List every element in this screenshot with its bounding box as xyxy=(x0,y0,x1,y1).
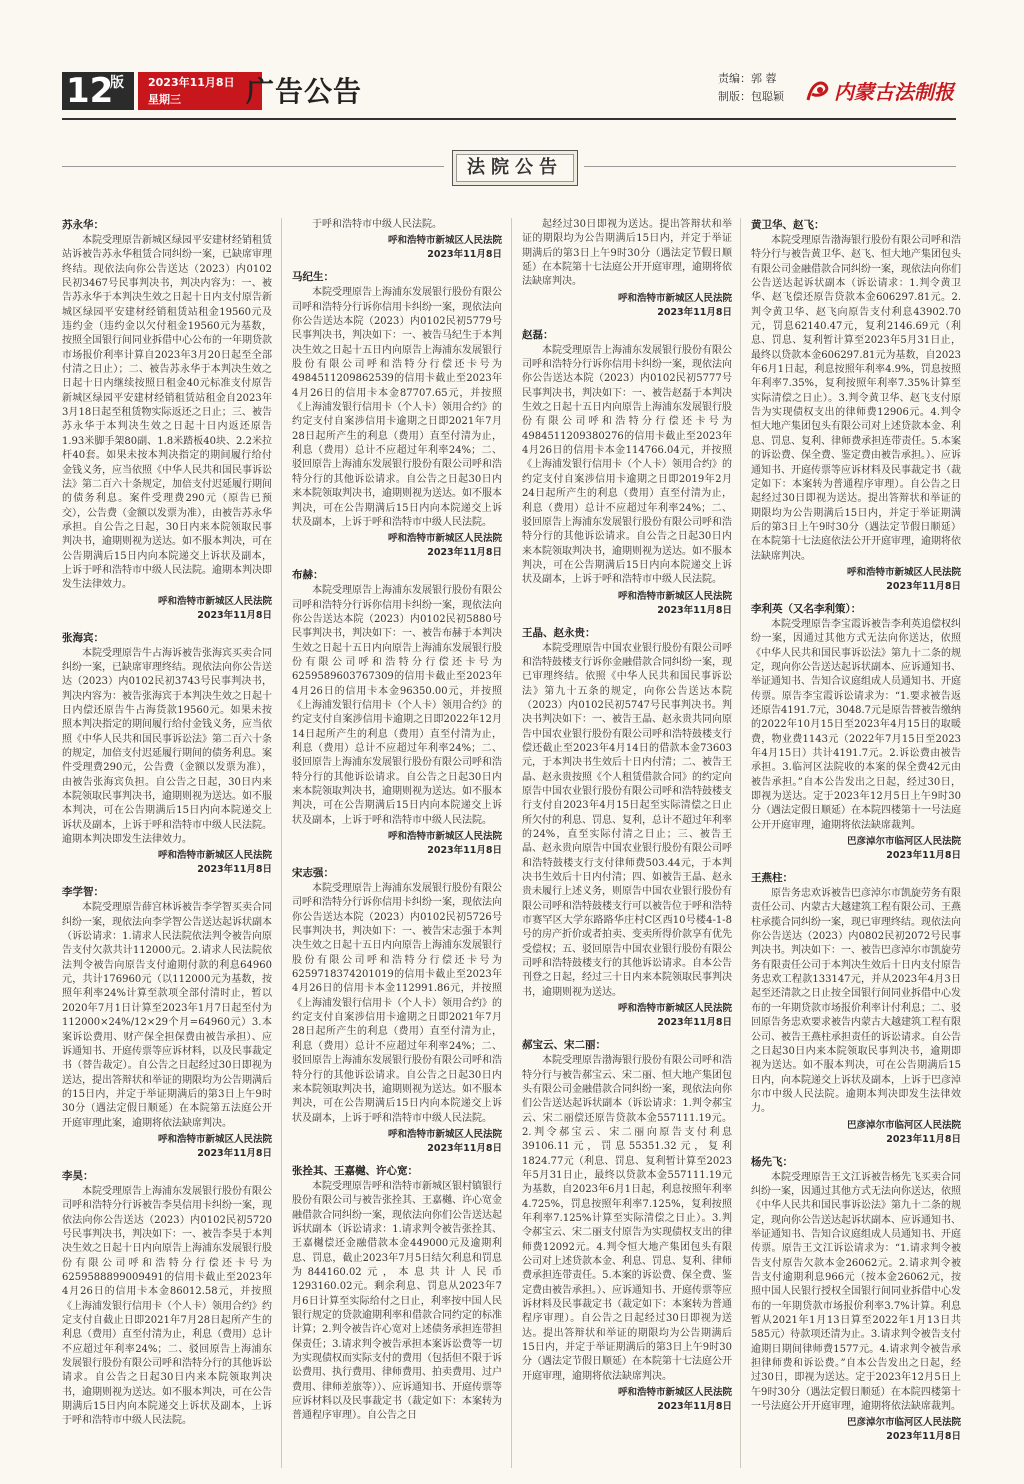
notice-court-signature: 呼和浩特市新城区人民法院 xyxy=(387,235,502,247)
notice-court-signature: 呼和浩特市新城区人民法院 xyxy=(157,595,272,607)
notice-body: 本院受理原告上海浦东发展银行股份有限公司呼和浩特分行诉你信用卡纠纷一案，现依法向你公告送达本院（2023）内0102民初5880号民事判决书，判决如下：一、被告布赫于本判决生效之日起十五日内向原告上海浦东发展银行股份有限公司呼和浩特分行偿还卡号为6259589603767309的信用卡截止至2023年4月26日的信用卡本金96350.00元，并按照《上海浦发银行信用卡（个人卡）领用合约》的约定支付自案涉信用卡逾期之日即2022年12月14日起所产生的利息（费用）直至付清为止，利息（费用）总计不应超过年利率24%；二、驳回原告上海浦东发展银行股份有限公司呼和浩特分行的其他诉讼请求。自公告之日起30日内来本院领取判决书，逾期则视为送达。如不服本判决，可在公告期满后15日内向本院递交上诉状及副本，上诉于呼和浩特市中级人民法院。 xyxy=(292,585,502,826)
notice-court-signature: 呼和浩特市新城区人民法院 xyxy=(846,566,961,578)
court-notice xyxy=(62,885,272,1161)
notice-body: 本院受理原告渤海银行股份有限公司呼和浩特分行与被告郝宝云、宋二丽、恒大地产集团包头有限公司金融借款合同纠纷一案，现依法向你们公告送达起诉状副本（诉讼请求：1.判令郝宝云、宋二丽偿还原告贷款本金557111.19元。2.判令郝宝云、宋二丽向原告支付利息39106.11元，罚息55351.32元，复利1824.77元（利息、罚息、复利暂计算至2023年5月31日止，最终以贷款本金557111.19元为基数，自2023年6月1日起，利息按照年利率4.725%，罚息按照年利率7.125%，复利按照年利率7.125%计算至实际清偿之日止）。3.判令郝宝云、宋二丽支付原告为实现债权支出的律师费12092元。4.判令恒大地产集团包头有限公司对上述贷款本金、利息、罚息、复利、律师费承担连带责任。5.本案的诉讼费、保全费、鉴定费由被告承担。）、应诉通知书、开庭传票等应诉材料及民事裁定书（裁定如下：本案转为普通程序审理）。自公告之日起经过30日即视为送达。提出答辩状和举证的期限均为公告期满后15日内，并定于举证期满后的第3日上午9时30分（遇法定节假日顺延）在本院第十七法庭公开开庭审理，逾期将依法缺席判决。 xyxy=(522,1055,732,1382)
issue-date-box xyxy=(138,72,262,110)
editor-credit: 责编：郭 蓉 xyxy=(718,72,777,85)
court-notice xyxy=(751,218,961,594)
court-notice xyxy=(292,568,502,858)
court-notice xyxy=(62,218,272,623)
section-banner xyxy=(452,150,578,186)
notice-addressee: 赵磊： xyxy=(522,328,554,341)
notice-court-signature: 呼和浩特市新城区人民法院 xyxy=(387,831,502,843)
notice-court-signature: 呼和浩特市新城区人民法院 xyxy=(617,1003,732,1015)
notice-court-signature: 呼和浩特市新城区人民法院 xyxy=(617,1387,732,1399)
notice-addressee: 黄卫华、赵飞： xyxy=(751,219,825,231)
notice-body: 本院受理原告渤海银行股份有限公司呼和浩特分行与被告黄卫华、赵飞、恒大地产集团包头有限公司金融借款合同纠纷一案，现依法向你们公告送达起诉状副本（诉讼请求：1.判令黄卫华、赵飞偿还原告贷款本金606297.81元。2.判令黄卫华、赵飞向原告支付利息43902.70元，罚息62140.47元，复利2146.69元（利息、罚息、复利暂计算至2023年5月31日止，最终以贷款本金606297.81元为基数，自2023年6月1日起，利息按照年利率4.9%，罚息按照年利率7.35%，复利按照年利率7.35%计算至实际清偿之日止）。3.判令黄卫华、赵飞支付原告为实现债权支出的律师费12906元。4.判令恒大地产集团包头有限公司对上述贷款本金、利息、罚息、复利、律师费承担连带责任。5.本案的诉讼费、保全费、鉴定费由被告承担。）、应诉通知书、开庭传票等应诉材料及民事裁定书（裁定如下：本案转为普通程序审理）。自公告之日起经过30日即视为送达。提出答辩状和举证的期限均为公告期满后15日内，并定于举证期满后的第3日上午9时30分（遇法定节假日顺延）在本院第十七法庭依法公开开庭审理，逾期将依法缺席判决。 xyxy=(751,235,961,562)
section-title: 广告公告 xyxy=(246,75,363,108)
notice-date: 2023年11月8日 xyxy=(197,609,272,621)
notice-body: 本院受理原告薛宫林诉被告李学智买卖合同纠纷一案，现依法向李学智公告送达起诉状副本（诉讼请求：1.请求人民法院依法判令被告向原告支付欠款共计112000元。2.请求人民法院依法判令被告向原告支付逾期付款的利息64960元，共计176960元（以112000元为基数，按照年利率24%计算至款项全部付清时止，暂以2020年7月1日计算至2023年1月7日起至付为112000×24%/12×29个月=64960元）3.本案诉讼费用、财产保全担保费由被告承担）、应诉通知书、开庭传票等应诉材料，以及民事裁定书（替告裁定）。自公告之日起经过30日即视为送达，提出答辩状和举证的期限均为公告期满后的15日内，并定于举证期满后的第3日上午9时30分（遇法定假日顺延）在本院第五法庭公开开庭审理此案，逾期将依法缺席判决。 xyxy=(62,902,272,1129)
banner-rule-right xyxy=(584,166,956,167)
designer-credit: 制版：包聪颖 xyxy=(718,90,784,103)
masthead-rule xyxy=(62,118,956,120)
editor-credits xyxy=(718,70,784,106)
notice-court-signature: 呼和浩特市新城区人民法院 xyxy=(157,1133,272,1145)
masthead xyxy=(62,72,956,116)
court-notice xyxy=(751,1155,961,1445)
issue-weekday: 星期三 xyxy=(148,93,181,106)
notice-body: 本院受理原告牛占海诉被告张海宾买卖合同纠纷一案，已缺席审理终结。现依法向你公告送达（2023）内0102民初3743号民事判决书，判决内容为：被告张海宾于本判决生效之日起十日内偿还原告牛占海货款19560元。如果未按照本判决指定的期间履行给付金钱义务，应当依照《中华人民共和国民事诉讼法》第二百六十条的规定，加倍支付迟延履行期间的债务利息。案件受理费290元，公告费（金额以发票为准），由被告张海宾负担。自公告之日起，30日内来本院领取民事判决书，逾期则视为送达。如不服本判决，可在公告期满后15日内向本院递交上诉状及副本，上诉于呼和浩特市中级人民法院。逾期本判决即发生法律效力。 xyxy=(62,647,272,846)
notice-date: 2023年11月8日 xyxy=(886,580,961,592)
court-notice xyxy=(522,218,732,320)
logo-text: 内蒙古法制报 xyxy=(834,80,954,104)
court-notice xyxy=(522,626,732,1031)
notice-court-signature: 呼和浩特市新城区人民法院 xyxy=(387,1128,502,1140)
notice-addressee: 布赫： xyxy=(292,569,324,582)
notice-addressee: 王燕柱： xyxy=(751,872,793,885)
notice-addressee: 李利英（又名李利策）： xyxy=(751,602,862,615)
page-suffix: 版 xyxy=(110,75,124,91)
notice-addressee: 杨先飞： xyxy=(751,1155,793,1168)
court-notice xyxy=(292,866,502,1156)
column-divider xyxy=(281,218,282,1468)
notice-date: 2023年11月8日 xyxy=(657,1017,732,1029)
court-notice xyxy=(62,1169,272,1429)
notice-court-signature: 巴彦淖尔市临河区人民法院 xyxy=(846,836,961,848)
notice-date: 2023年11月8日 xyxy=(427,249,502,261)
court-notice xyxy=(751,602,961,863)
notice-date: 2023年11月8日 xyxy=(886,1431,961,1443)
column-divider xyxy=(511,218,512,1468)
notice-body: 本院受理原告上海浦东发展银行股份有限公司呼和浩特分行诉被告李昊信用卡纠纷一案，现依法向你公告送达（2023）内0102民初5720号民事判决书，判决如下：一、被告李昊于本判决生效之日起十日内向原告上海浦东发展银行股份有限公司呼和浩特分行偿还卡号为6259588899009491的信用卡截止至2023年4月26日的信用卡本金86012.58元，并按照《上海浦发银行信用卡（个人卡）领用合约》约定支付自截止日即2021年7月28日起所产生的利息（费用）直至付清为止，利息（费用）总计不应超过年利率24%；二、驳回原告上海浦东发展银行股份有限公司呼和浩特分行的其他诉讼请求。自公告之日起30日内来本院领取判决书，逾期则视为送达。如不服本判决，可在公告期满后15日内向本院递交上诉状及副本，上诉于呼和浩特市中级人民法院。 xyxy=(62,1185,272,1427)
court-notice xyxy=(522,1038,732,1414)
court-notice xyxy=(522,328,732,618)
notice-date: 2023年11月8日 xyxy=(427,1142,502,1154)
notice-addressee: 张海宾： xyxy=(62,631,104,644)
court-notice xyxy=(292,218,502,262)
notice-body: 本院受理原告新城区绿园平安建材经销租赁站诉被告苏永华租赁合同纠纷一案，已缺席审理终结。现依法向你公告送达（2023）内0102民初3467号民事判决书，判决内容为：一、被告苏永华于本判决生效之日起十日内支付原告新城区绿园平安建材经销租赁站租金19560元及违约金（违约金以欠付租金19560元为基数，按照全国银行间同业拆借中心公布的一年期贷款市场报价利率计算自2023年3月20日起至全部付清之日止）；二、被告苏永华于本判决生效之日起十日内继续按照日租金40元标准支付原告新城区绿园平安建材经销租赁站租金自2023年3月18日起至租赁物实际返还之日止；三、被告苏永华于本判决生效之日起十日内返还原告1.93米脚手架80副、1.8米踏板40块、2.2米拉杆40套。如果未按本判决指定的期间履行给付金钱义务，应当依照《中华人民共和国民事诉讼法》第二百六十条规定，加倍支付迟延履行期间的债务利息。案件受理费290元（原告已预交），公告费（金额以发票为准），由被告苏永华承担。自公告之日起，30日内来本院领取民事判决书，逾期则视为送达。如不服本判决，可在公告期满后15日内向本院递交上诉状及副本，上诉于呼和浩特市中级人民法院。逾期本判决即发生法律效力。 xyxy=(62,235,272,591)
notice-body: 本院受理原告中国农业银行股份有限公司呼和浩特鼓楼支行诉你金融借款合同纠纷一案，现已审理终结。依照《中华人民共和国民事诉讼法》第九十五条的规定，向你公告送达本院（2023）内0102民初5747号民事判决书。判决书判决如下：一、被告王晶、赵永贵共同向原告中国农业银行股份有限公司呼和浩特鼓楼支行偿还截止至2023年4月14日的借款本金73603元，于本判决书生效后十日内付清；二、被告王晶、赵永贵按照《个人租赁借款合同》的约定向原告中国农业银行股份有限公司呼和浩特鼓楼支行支付自2023年4月15日起至实际清偿之日止所欠付的利息、罚息、复利，总计不超过年利率的24%，直至实际付清之日止；三、被告王晶、赵永贵向原告中国农业银行股份有限公司呼和浩特鼓楼支行支付律师费503.44元，于本判决书生效后十日内付清；四、如被告王晶、赵永贵未履行上述义务，则原告中国农业银行股份有限公司呼和浩特鼓楼支行可以被告位于呼和浩特市赛罕区大学东路路华庄村C区西10号楼4-1-8号的房产折价或者拍卖、变卖所得价款享有优先受偿权；五、驳回原告中国农业银行股份有限公司呼和浩特鼓楼支行的其他诉讼请求。自本公告刊登之日起，经过三十日内来本院领取民事判决书，逾期则视为送达。 xyxy=(522,642,732,998)
notice-body: 本院受理原告王文江诉被告杨先飞买卖合同纠纷一案，因通过其他方式无法向你送达，依照《中华人民共和国民事诉讼法》第九十二条的规定，现向你公告送达起诉状副本、应诉通知书、举证通知书、告知合议庭组成人员通知书、开庭传票。原告王文江诉讼请求为：“1.请求判令被告支付原告欠款本金26062元。2.请求判令被告支付逾期利息966元（按本金26062元，按照中国人民银行授权全国银行间同业拆借中心发布的一年期贷款市场报价利率3.7%计算。利息暂从2021年1月13日算至2022年1月13日共585元）待款项还清为止。3.请求判令被告支付逾期日期间律师费1577元。4.请求判令被告承担律师费和诉讼费。”自本公告发出之日起，经过30日，即视为送达。定于2023年12月5日上午9时30分（遇法定假日顺延）在本院四楼第十一号法庭公开开庭审理，逾期将依法缺席裁判。 xyxy=(751,1171,961,1413)
issue-date: 2023年11月8日 xyxy=(148,76,235,89)
notice-addressee: 李学智： xyxy=(62,886,104,899)
notice-court-signature: 呼和浩特市新城区人民法院 xyxy=(617,590,732,602)
notice-court-signature: 呼和浩特市新城区人民法院 xyxy=(617,292,732,304)
notice-date: 2023年11月8日 xyxy=(197,1147,272,1159)
column-divider xyxy=(740,218,741,1468)
newspaper-logo xyxy=(804,76,960,106)
page-number-box xyxy=(62,72,134,110)
notice-date: 2023年11月8日 xyxy=(427,547,502,559)
notice-body: 原告务忠欢诉被告巴彦淖尔市凯旋劳务有限责任公司、内蒙古大越建筑工程有限公司、王燕柱承揽合同纠纷一案，现已审理终结。现依法向你公告送达（2023）内0802民初2072号民事判决书。判决如下：一、被告巴彦淖尔市凯旋劳务有限责任公司于本判决生效后十日内支付原告务忠欢工程款133147元，并从2023年4月3日起至还清款之日止按全国银行间同业拆借中心发布的一年期贷款市场报价利率计付利息；二、驳回原告务忠欢要求被告内蒙古大越建筑工程有限公司、被告王燕柱承担责任的诉讼请求。自公告之日起30日内来本院领取民事判决书，逾期即视为送达。如不服本判决，可在公告期满后15日内，向本院递交上诉状及副本，上诉于巴彦淖尔市中级人民法院。逾期本判决即发生法律效力。 xyxy=(751,888,961,1115)
notice-date: 2023年11月8日 xyxy=(657,306,732,318)
notice-body: 本院受理原告呼和浩特市新城区银村镇银行股份有限公司与被告张拴其、王嘉樾、许心宽金融借款合同纠纷一案，现依法向你们公告送达起诉状副本（诉讼请求：1.请求判令被告张拴其、王嘉樾偿还金融借款本金449000元及逾期利息、罚息，截止2023年7月5日结欠利息和罚息为844160.02元，本息共计人民币1293160.02元。剩余利息、罚息从2023年7月6日计算至实际给付之日止，利率按中国人民银行规定的贷款逾期利率和借款合同约定的标准计算；2.判令被告许心宽对上述债务承担连带担保责任；3.请求判令被告承担本案诉讼费等一切为实现债权而实际支付的费用（包括但不限于诉讼费用、执行费用、律师费用、拍卖费用、过户费用、律师差旅等））、应诉通知书、开庭传票等应诉材料以及民事裁定书（裁定如下：本案转为普通程序审理）。自公告之日 xyxy=(292,1180,502,1422)
notice-court-signature: 呼和浩特市新城区人民法院 xyxy=(387,533,502,545)
notice-column-3 xyxy=(522,218,732,1484)
section-banner-title: 法院公告 xyxy=(456,154,574,182)
court-notice xyxy=(292,270,502,560)
notice-addressee: 郝宝云、宋二丽： xyxy=(522,1039,606,1052)
page-number: 12 xyxy=(66,71,114,111)
notice-body: 于呼和浩特市中级人民法院。 xyxy=(312,219,442,230)
notice-addressee: 李昊： xyxy=(62,1169,94,1182)
notice-date: 2023年11月8日 xyxy=(886,850,961,862)
banner-rule-left xyxy=(62,166,444,167)
notice-column-1 xyxy=(62,218,272,1484)
notice-column-2 xyxy=(292,218,502,1484)
notice-body: 本院受理原告上海浦东发展银行股份有限公司呼和浩特分行诉你信用卡纠纷一案，现依法向你公告送达本院（2023）内0102民初5726号民事判决书，判决如下：一、被告宋志强于本判决生效之日起十五日内向原告上海浦东发展银行股份有限公司呼和浩特分行偿还卡号为6259718374201019的信用卡截止至2023年4月26日的信用卡本金112991.86元，并按照《上海浦发银行信用卡（个人卡）领用合约》的约定支付自案涉信用卡逾期之日即2021年7月28日起所产生的利息（费用）直至付清为止，利息（费用）总计不应超过年利率24%；二、驳回原告上海浦东发展银行股份有限公司呼和浩特分行的其他诉讼请求。自公告之日起30日内来本院领取判决书，逾期则视为送达。如不服本判决，可在公告期满后15日内向本院递交上诉状及副本，上诉于呼和浩特市中级人民法院。 xyxy=(292,883,502,1124)
notice-body: 本院受理原告李宝霞诉被告李利英追偿权纠纷一案，因通过其他方式无法向你送达，依照《中华人民共和国民事诉讼法》第九十二条的规定，现向你公告送达起诉状副本、应诉通知书、举证通知书、告知合议庭组成人员通知书、开庭传票。原告李宝霞诉讼请求为：“1.要求被告返还原告4191.7元，3048.7元是原告替被告缴纳的2022年10月15日至2023年4月15日的取暖费，物业费1143元（2022年7月15日至2023年4月15日）共计4191.7元。2.诉讼费由被告承担。3.临河区法院收的本案的保全费42元由被告承担。”自本公告发出之日起，经过30日，即视为送达。定于2023年12月5日上午9时30分（遇法定假日顺延）在本院四楼第十一号法庭公开开庭审理，逾期将依法缺席裁判。 xyxy=(751,618,961,831)
notice-addressee: 苏永华： xyxy=(62,219,104,231)
notice-date: 2023年11月8日 xyxy=(197,864,272,876)
court-notice xyxy=(62,631,272,878)
notice-body: 起经过30日即视为送达。提出答辩状和举证的期限均为公告期满后15日内，并定于举证期满后的第3日上午9时30分（遇法定节假日顺延）在本院第十七法庭公开开庭审理，逾期将依法缺席判决。 xyxy=(522,219,732,288)
notice-date: 2023年11月8日 xyxy=(657,1401,732,1413)
notice-column-4 xyxy=(751,218,961,1484)
notice-body: 本院受理原告上海浦东发展银行股份有限公司呼和浩特分行诉你信用卡纠纷一案，现依法向你公告送达本院（2023）内0102民初5777号民事判决书，判决如下：一、被告赵磊于本判决生效之日起十五日内向原告上海浦东发展银行股份有限公司呼和浩特分行偿还卡号为4984511209380276的信用卡截止至2023年4月26日的信用卡本金114766.04元，并按照《上海浦发银行信用卡（个人卡）领用合约》的约定支付自案涉信用卡逾期之日即2019年2月24日起所产生的利息（费用）直至付清为止，利息（费用）总计不应超过年利率24%；二、驳回原告上海浦东发展银行股份有限公司呼和浩特分行的其他诉讼请求。自公告之日起30日内来本院领取判决书，逾期则视为送达。如不服本判决，可在公告期满后15日内向本院递交上诉状及副本，上诉于呼和浩特市中级人民法院。 xyxy=(522,344,732,586)
notice-body: 本院受理原告上海浦东发展银行股份有限公司呼和浩特分行诉你信用卡纠纷一案，现依法向你公告送达本院（2023）内0102民初5779号民事判决书，判决如下：一、被告马纪生于本判决生效之日起十五日内向原告上海浦东发展银行股份有限公司呼和浩特分行偿还卡号为4984511209862539的信用卡截止至2023年4月26日的信用卡本金87707.65元，并按照《上海浦发银行信用卡（个人卡）领用合约》的约定支付自案涉信用卡逾期之日即2021年7月28日起所产生的利息（费用）直至付清为止，利息（费用）总计不应超过年利率24%；二、驳回原告上海浦东发展银行股份有限公司呼和浩特分行的其他诉讼请求。自公告之日起30日内来本院领取判决书，逾期则视为送达。如不服本判决，可在公告期满后15日内向本院递交上诉状及副本，上诉于呼和浩特市中级人民法院。 xyxy=(292,287,502,528)
notice-addressee: 马纪生： xyxy=(292,271,334,284)
court-notice xyxy=(292,1164,502,1424)
court-notice xyxy=(751,871,961,1147)
notice-court-signature: 巴彦淖尔市临河区人民法院 xyxy=(846,1119,961,1131)
notice-addressee: 王晶、赵永贵： xyxy=(522,626,596,639)
notice-date: 2023年11月8日 xyxy=(886,1133,961,1145)
notice-addressee: 宋志强： xyxy=(292,867,334,880)
notice-date: 2023年11月8日 xyxy=(657,604,732,616)
notice-court-signature: 呼和浩特市新城区人民法院 xyxy=(157,850,272,862)
notice-court-signature: 巴彦淖尔市临河区人民法院 xyxy=(846,1417,961,1429)
notice-addressee: 张拴其、王嘉樾、许心宽： xyxy=(292,1164,418,1177)
notice-date: 2023年11月8日 xyxy=(427,845,502,857)
